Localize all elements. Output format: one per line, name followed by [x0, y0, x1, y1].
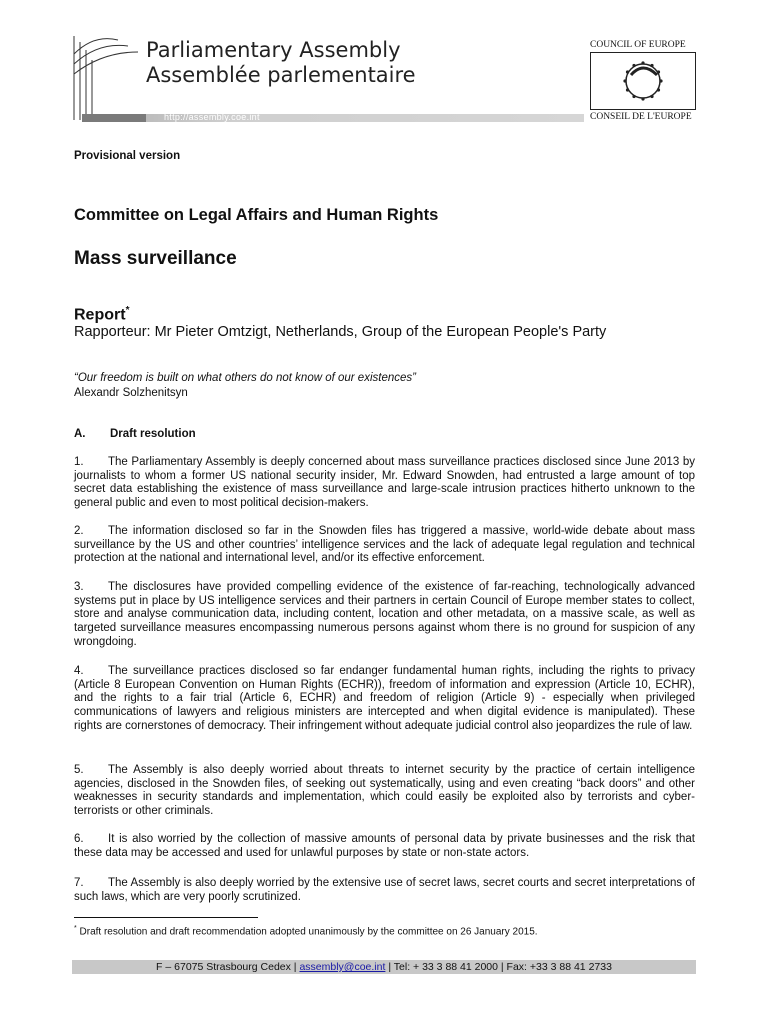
footer-email-link[interactable]: assembly@coe.int — [299, 961, 386, 973]
page-title: Mass surveillance — [74, 248, 237, 269]
footnote-divider — [74, 917, 258, 918]
assembly-title-fr: Assemblée parlementaire — [146, 63, 416, 87]
coe-label-fr: CONSEIL DE L'EUROPE — [590, 112, 692, 122]
paragraph-text: The Assembly is also deeply worried by the extensive use of secret laws, secret courts and secret interpretations of such laws, which are very poorly scrutinized. — [74, 877, 695, 903]
epigraph-author: Alexandr Solzhenitsyn — [74, 387, 188, 399]
footnote — [74, 925, 538, 937]
parliamentary-assembly-logo — [72, 34, 144, 120]
paragraph-number: 4. — [74, 665, 84, 677]
report-heading — [74, 305, 129, 324]
paragraph-number: 1. — [74, 456, 84, 468]
coe-label-en: COUNCIL OF EUROPE — [590, 40, 686, 50]
paragraph-2 — [74, 525, 695, 566]
footer-contact-bar — [72, 960, 696, 974]
footnote-text: Draft resolution and draft recommendation adopted unanimously by the committee on 26 January 2015. — [79, 926, 538, 938]
report-label: Report — [74, 306, 126, 324]
paragraph-1 — [74, 456, 695, 511]
paragraph-text: The surveillance practices disclosed so far endanger fundamental human rights, including the rights to privacy (Article 8 European Convention on Human Rights (ECHR)), freedom of information and expression (Article 10, ECHR), and the rights to a fair trial (Article 6, ECHR) and freedom of religion (Article 9) - especially when privileged communications of lawyers and religious ministers are intercepted and when digital evidence is manipulated). These rights are cornerstones of democracy. Their infringement without adequate judicial control also jeopardizes the rule of law. — [74, 665, 695, 732]
footer-phone-fax: | Tel: + 33 3 88 41 2000 | Fax: +33 3 88 41 2733 — [385, 961, 612, 973]
paragraph-5 — [74, 764, 695, 819]
assembly-title-en: Parliamentary Assembly — [146, 38, 401, 62]
footer-address: F – 67075 Strasbourg Cedex | — [156, 961, 300, 973]
paragraph-number: 3. — [74, 581, 84, 593]
paragraph-number: 5. — [74, 764, 84, 776]
paragraph-6 — [74, 833, 695, 860]
version-label: Provisional version — [74, 150, 181, 162]
council-of-europe-logo — [590, 52, 696, 110]
section-number: A. — [74, 428, 86, 440]
paragraph-text: The disclosures have provided compelling evidence of the existence of far-reaching, technologically advanced systems put in place by US intelligence services and their partners in certain Council of Europe member states to collect, store and analyse communication data, including content, location and other metadata, on a massive scale, as well as targeted surveillance measures encompassing numerous persons against whom there is no ground for suspicion of any wrongdoing. — [74, 581, 695, 648]
paragraph-7 — [74, 877, 695, 904]
url-bar-dark — [82, 114, 146, 122]
paragraph-4 — [74, 665, 695, 734]
coe-stars-icon — [591, 53, 695, 109]
epigraph-quote: “Our freedom is built on what others do not know of our existences” — [74, 372, 416, 384]
paragraph-number: 2. — [74, 525, 84, 537]
paragraph-text: The Assembly is also deeply worried about threats to internet security by the practice of certain intelligence agencies, disclosed in the Snowden files, of seeking out systematically, using and even creating “back doors” and other weaknesses in security standards and implementation, which could easily be exploited also by terrorists and cyber-terrorists or other criminals. — [74, 764, 695, 818]
paragraph-number: 6. — [74, 833, 84, 845]
section-title: Draft resolution — [110, 428, 196, 440]
paragraph-number: 7. — [74, 877, 84, 889]
paragraph-3 — [74, 581, 695, 650]
paragraph-text: The Parliamentary Assembly is deeply concerned about mass surveillance practices disclosed since June 2013 by journalists to whom a former US national security insider, Mr. Edward Snowden, had entrusted a large amount of top secret data establishing the existence of mass surveillance and large-scale intrusion practices hitherto unknown to the general public and even to most political decision-makers. — [74, 456, 695, 510]
rapporteur: Rapporteur: Mr Pieter Omtzigt, Netherlands, Group of the European People's Party — [74, 324, 607, 340]
paragraph-text: The information disclosed so far in the Snowden files has triggered a massive, world-wide debate about mass surveillance by the US and other countries’ intelligence services and the lack of adequate legal regulation and technical protection at the national and international level, and/or its effective enforcement. — [74, 525, 695, 565]
footnote-mark: * — [74, 925, 77, 932]
paragraph-text: It is also worried by the collection of massive amounts of personal data by private businesses and the risk that these data may be accessed and used for unlawful purposes by state or non-state actors. — [74, 833, 695, 859]
committee-name: Committee on Legal Affairs and Human Rights — [74, 206, 439, 224]
assembly-url[interactable]: http://assembly.coe.int — [164, 112, 260, 122]
report-footnote-mark[interactable]: * — [125, 305, 130, 316]
section-heading — [74, 428, 196, 440]
